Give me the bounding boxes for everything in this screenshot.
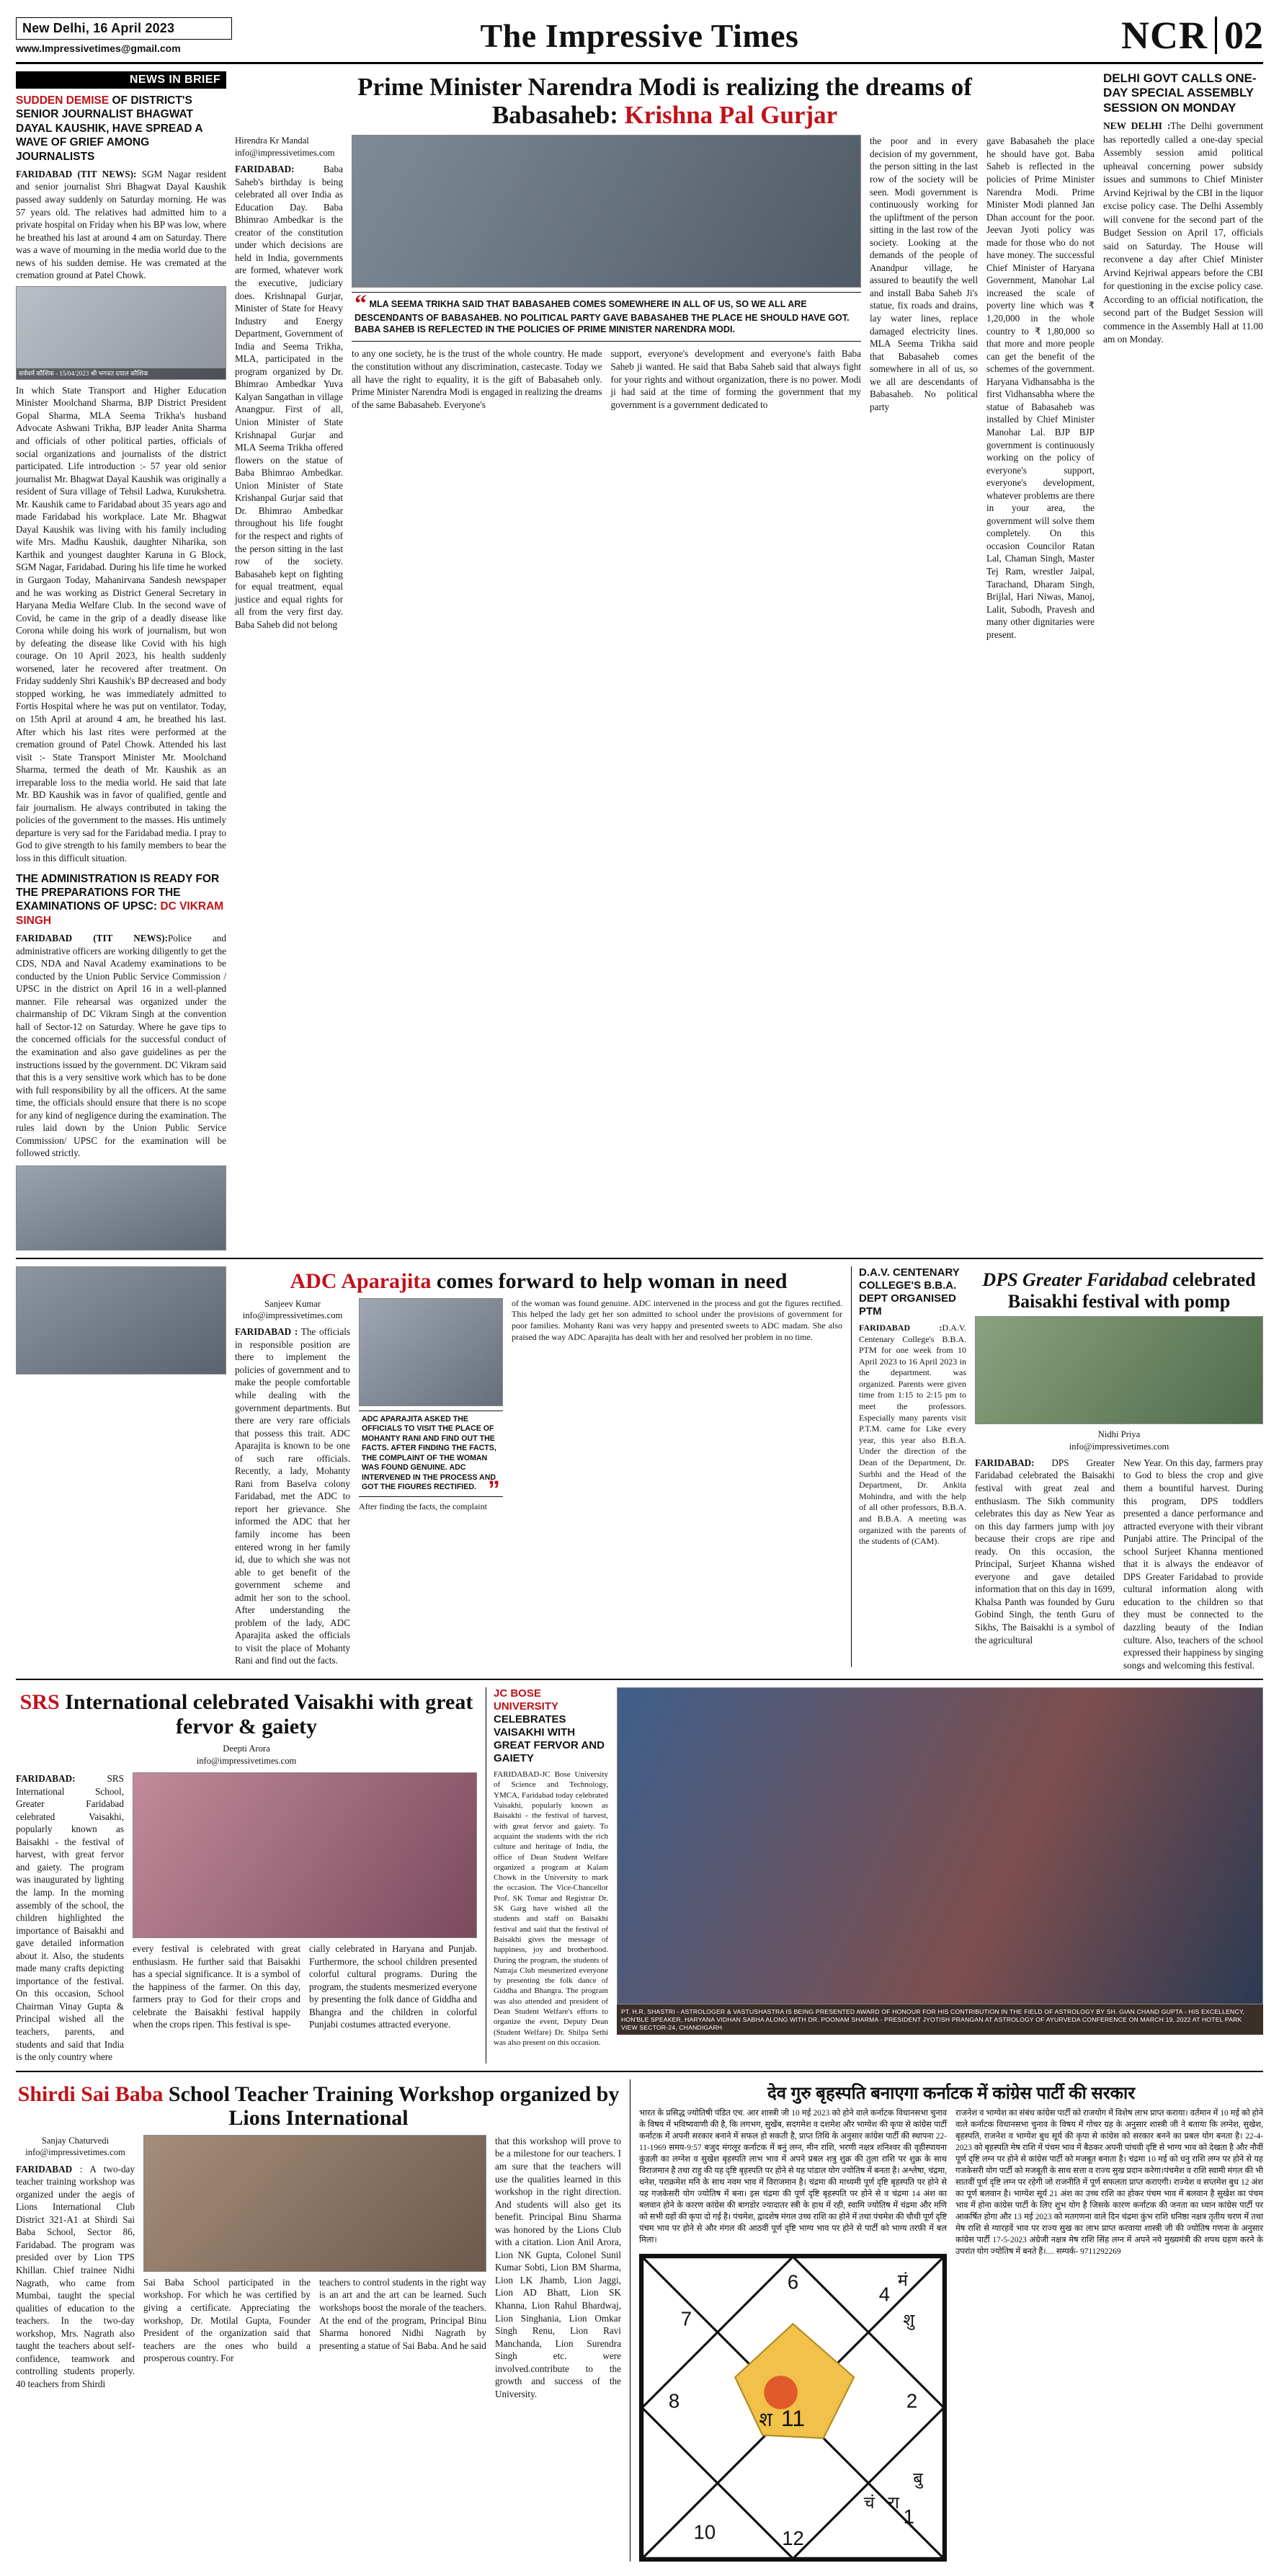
lead-col1: Baba Saheb's birthday is being celebrated all over India as Education Day. Baba Bhimrao Ambedkar is the creator of the constitution under which decisions are held in India, governments are formed, whatever work the executive, judiciary does. Krishnapal Gurjar, Minister of State for Heavy Industry and Energy Department, Government of India and Seema Trikha, MLA, participated in the program organized by Dr. Bhimrao Ambedkar Yuva Kalyan Sangathan in village Anangpur. First of all, Union Minister of State Krishnapal Gurjar and MLA Seema Trikha offered flowers on the statue of Baba Bhimrao Ambedkar. Union Minister of State Krishanpal Gurjar said that Dr. Bhimrao Ambedkar throughout his life fought for the respect and rights of the person sitting in the last row of the society. Babasaheb kept on fighting for equal treatment, equal justice and equal rights for all from the very first day. Baba Saheb did not belong xyxy=(235,164,343,630)
srs-headline xyxy=(16,1690,477,1738)
svg-text:8: 8 xyxy=(668,2389,680,2412)
svg-text:2: 2 xyxy=(906,2389,918,2412)
adc-col1: The officials in responsible position are there to implement the policies of government and to make the people comfortable while dealing with the government departments. But there are very rare officials that possess this trait. ADC Aparajita is known to be one of such rare officials. Recently, a lady, Mohanty Rani from Baselva colony Faridabad, met the ADC to report her grievance. She informed the ADC that her family income has been entered wrong in her family id, due to which she was not able to get benefit of the government scheme and admit her son to the school. After understanding the problem of the lady, ADC Aparajita asked the officials to visit the place of Mohanty Rani and find out the facts. xyxy=(235,1326,350,1666)
adc-boxquote-text: ADC APARAJITA ASKED THE OFFICIALS TO VISIT THE PLACE OF MOHANTY RANI AND FIND OUT THE FACTS. AFTER FINDING THE FACTS, THE COMPLAINT OF THE WOMAN WAS FOUND GENUINE. ADC INTERVENED IN THE PROCESS AND GOT THE FIGURES RECTIFIED. xyxy=(362,1414,496,1492)
lead-col3: support, everyone's development and everyone's faith Baba Saheb ji wanted. He said that Baba Saheb said that always fight for your rights and without organization, there is no power. Modi ji had said at the time of forming the government that my government is a government dedicated to xyxy=(610,348,861,410)
edition-label: NCR xyxy=(1121,14,1208,57)
dps-col2: New Year. On this day, farmers pray to God to bless the crop and give them a bountiful harvest. During this program, DPS toddlers presented a dance performance and attracted everyone with their vibrant Punjabi attire. The Principal of the school Surjeet Khanna mentioned that it is always the endeavor of DPS Greater Faridabad to provide cultural information along with education to the children so that they must be connected to the dazzling beauty of the Indian culture. Also, teachers of the school expressed their happiness by singing songs and welcoming this festival. xyxy=(1123,1457,1263,1671)
photo-srs-dance xyxy=(133,1772,477,1938)
svg-text:1: 1 xyxy=(903,2505,914,2528)
dps-byline-email: info@impressivetimes.com xyxy=(1069,1441,1169,1452)
adc-byline-email: info@impressivetimes.com xyxy=(242,1310,343,1320)
news-in-brief-column xyxy=(16,71,226,1251)
svg-text:12: 12 xyxy=(782,2526,804,2549)
paper-title: The Impressive Times xyxy=(480,17,799,54)
srs-col3: cially celebrated in Haryana and Punjab. Furthermore, the school children presented colorful cultural programs. During the program, the students mesmerized everyone by presenting the folk dance of Giddha and Bhangra and the children in colorful Punjabi costumes attracted everyone. xyxy=(309,1943,477,2030)
lead-col1-wrap xyxy=(235,163,343,631)
third-section xyxy=(16,1687,1263,2063)
delhi-govt-body-wrap xyxy=(1103,120,1263,347)
lead-col4: the poor and in every decision of my government, the person sitting in the last row of the society will be seen. Modi government is continuously working for the upliftment of the person sitting in the last row of the society. Looking at the demands of the people of Anandpur village, he assured to beautify the well and install Baba Saheb Ji's statue, fix roads and drains, lay water lines, replace damaged electricity lines. MLA Seema Trikha said that Babasaheb comes somewhere in all of us, so we all are descendants of Babasaheb. No political party xyxy=(870,136,978,412)
dps-byline-name: Nidhi Priya xyxy=(1097,1429,1141,1440)
photo-upsc-meeting xyxy=(16,1165,226,1251)
srs-byline-email: info@impressivetimes.com xyxy=(196,1755,297,1766)
adc-headline-rest: comes forward to help woman in need xyxy=(431,1269,788,1293)
shirdi-headline-red: Shirdi Sai Baba xyxy=(17,2082,164,2106)
svg-text:4: 4 xyxy=(878,2283,891,2306)
dps-headline-rest: celebrated Baisakhi festival with pomp xyxy=(1007,1269,1256,1312)
srs-story-column xyxy=(16,1687,477,2063)
jc-bose-body: FARIDABAD-JC Bose University of Science and Technology, YMCA, Faridabad today celebrated Vaisakhi, popularly known as Baisakhi - the festival of harvest, with great fervor and gaiety. To acquaint the students with the rich culture and heritage of India, the office of Dean Student Welfare organized a program at Kalam Chowk in the University to mark the occasion. The Vice-Chancellor Prof. SK Tomar and Registrar Dr. SK Garg have wished all the students and staff on Baisakhi festival and said that the festival of Baisakhi gives the message of happiness, joy and brotherhood. During the program, the students of Natraja Club mesmerized everyone by presenting the folk dance of Giddha and Bhangra. The program was also attended and president of Dean Student Welfare's efforts to organize the event, Deputy Dean (Student Welfare) Dr. Shilpa Sethi was also present on this occasion. xyxy=(494,1770,608,2047)
adc-headline xyxy=(235,1269,842,1294)
svg-text:चं: चं xyxy=(863,2494,875,2513)
hindi-astro-column xyxy=(630,2079,1263,2562)
dav-body: D.A.V. Centenary College's B.B.A. PTM for one week from 10 April 2023 to 16 April 2023 in the department. was organized. Parents were given time from 1:15 to 2:15 pm to meet the professors. Especially many parents visit P.T.M. came for Like every year, this year also B.B.A. Under the direction of the Dean of the Department, Dr. Surbhi and the Head of the Department, Dr. Ankita Mohindra, and with the help of all other professors, B.B.A. and B.B.A. A meeting was organized with the parents of the students of (CAM). xyxy=(859,1322,966,1547)
nib-para-3-wrap xyxy=(16,932,226,1160)
nib-headline-2-text: THE ADMINISTRATION IS READY FOR THE PREPARATIONS FOR THE EXAMINATIONS OF UPSC: xyxy=(16,872,220,913)
srs-headline-rest: International celebrated Vaisakhi with great fervor & gaiety xyxy=(59,1690,473,1738)
nib-para-2: In which State Transport and Higher Education Minister Moolchand Sharma, BJP District President Gopal Sharma, MLA Seema Trikha's husband Advocate Ashwani Trikha, BJP leader Anita Sharma and officials of other political parties, officials of social organizations and journalists of the district participated. Life introduction :- 57 year old senior journalist Mr. Bhagwat Dayal Kaushik was originally a resident of Sura village of Tehsil Ladwa, Kurukshetra. Mr. Kaushik came to Faridabad about 35 years ago and made Faridabad his workplace. Late Mr. Bhagwat Dayal Kaushik was living with his family including wife Mrs. Madhu Kaushik, daughter Niharika, son Karthik and youngest daughter Karuna in G Block, SGM Nagar, Faridabad. During his life time he worked in Gurgaon Today, Mahanirvana Sandesh newspaper and he was working as District General Secretary in Haryana Media Welfare Club. In the second wave of Covid, he came in the grip of a deadly disease like Corona while doing his work of journalism, but won by defeating the disease like Covid with his high courage. On 10 April 2023, his health suddenly worsened, later he recovered after treatment. On Friday suddenly Shri Kaushik's BP decreased and body stopped working, he was immediately admitted to Fortis Hospital where he was put on ventilator. Today, on 15th April at around 4 am, he breathed his last. After which his last rites were performed at the cremation ground of Patel Chowk. Attended his last visit :- State Transport Minister Mr. Moolchand Sharma, termed the death of Mr. Kaushik as an irreparable loss to the media world. He said that late Mr. BD Kaushik was in favor of qualified, gentle and fair journalism. He always contributed in taking the policies of the government to the masses. His untimely departure is very sad for the Faridabad media. I pray to God to give strength to his family members to bear the loss in this difficult situation. xyxy=(16,384,226,864)
lead-headline-line2-red: Krishna Pal Gurjar xyxy=(624,101,838,130)
nib-dateline-2: FARIDABAD (TIT NEWS): xyxy=(16,933,168,944)
shirdi-col4: that this workshop will prove to be a milestone for our teachers. I am sure that the teachers will use the qualities learned in this workshop in the right direction. And students will also get its benefit. Principal Binu Sharma was honored by the Lions Club with a citation. Lion Anil Arora, Lion NK Gupta, Colonel Sunil Kumar Sobti, Lion BM Sharma, Lion LK Jhamb, Lion Jaggi, Lion AD Bhatt, Lion SK Khanna, Lion Rahul Bhardwaj, Lion Singhania, Lion Omkar Singh Renu, Lion Ravi Manchanda, Lion Surendra Singh etc. were involved.contribute to the growth and success of the University. xyxy=(495,2135,621,2399)
adc-story-column xyxy=(235,1266,966,1671)
lead-story-column xyxy=(235,71,1095,1251)
masthead xyxy=(16,13,1263,64)
kundli-svg xyxy=(641,2255,945,2560)
photo-dps-baisakhi xyxy=(975,1316,1263,1424)
shirdi-col1-wrap xyxy=(16,2163,135,2391)
contact-email: www.Impressivetimes@gmail.com xyxy=(16,42,181,54)
shirdi-col1: : A two-day teacher training workshop was organized under the aegis of Lions International Club District 321-A1 at Shirdi Sai Baba School, Sector 86, Faridabad. The program was presided over by Lion TPS Khillan. Chief trainee Nidhi Nagrath, who came from Mumbai, taught the special qualities of education to the teachers. In the two-day workshop, Mrs. Nagrath also taught the teachers about self-confidence, teamwork and controlling students properly. 40 teachers from Shirdi xyxy=(16,2163,135,2389)
svg-text:शु: शु xyxy=(903,2311,915,2330)
adc-boxquote xyxy=(359,1411,503,1504)
page-number: 02 xyxy=(1224,14,1263,57)
delhi-govt-headline: DELHI GOVT CALLS ONE-DAY SPECIAL ASSEMBLY SESSION ON MONDAY xyxy=(1103,71,1257,115)
adc-col2: After finding the facts, the complaint xyxy=(359,1501,487,1511)
news-in-brief-bar: NEWS IN BRIEF xyxy=(16,71,226,89)
quote-close-icon: ” xyxy=(488,1476,500,1504)
delhi-govt-body: The Delhi government has reportedly called a one-day special Assembly session amid political upheaval concerning power subsidy issues and summons to Chief Minister Arvind Kejriwal by the CBI in the liquor excise policy case. The Delhi Assembly will convene for the second part of the Budget Session on April 17, officials said on Saturday. The House will reconvene a day after Chief Minister Arvind Kejriwal appears before the CBI for questioning in the excise policy case. According to an official notification, the second part of the Budget Session will commence in the Assembly Hall at 11.00 am on Monday. xyxy=(1103,120,1263,345)
jc-bose-headline-rest: CELEBRATES VAISAKHI WITH GREAT FERVOR AND GAIETY xyxy=(494,1713,605,1765)
delhi-govt-dateline: NEW DELHI : xyxy=(1103,120,1171,132)
shirdi-headline xyxy=(16,2082,621,2131)
dps-col1-wrap xyxy=(975,1457,1115,1671)
srs-col1-wrap xyxy=(16,1772,124,2064)
srs-byline-name: Deepti Arora xyxy=(223,1744,270,1754)
second-section xyxy=(16,1266,1263,1671)
svg-text:रा: रा xyxy=(888,2494,899,2513)
nib-para-1-wrap xyxy=(16,168,226,282)
svg-text:मं: मं xyxy=(897,2271,908,2291)
nib-headline-2-red: DC VIKRAM SINGH xyxy=(16,900,224,927)
section-divider-3 xyxy=(16,2071,1263,2072)
delhi-govt-column xyxy=(1103,71,1263,1251)
adc-dateline: FARIDABAD : xyxy=(235,1326,298,1338)
jc-bose-headline xyxy=(494,1687,608,1765)
svg-text:श: श xyxy=(759,2408,772,2430)
shirdi-byline-name: Sanjay Chaturvedi xyxy=(41,2135,110,2146)
svg-text:11: 11 xyxy=(781,2404,805,2431)
adc-left-spacer xyxy=(16,1266,226,1671)
masthead-center xyxy=(232,13,1047,58)
award-photo-caption: PT. H.R. SHASTRI - ASTROLOGER & VASTUSHASTRA IS BEING PRESENTED AWARD OF HONOUR FOR HIS CONTRIBUTION IN THE FIELD OF ASTROLOGY BY SH. GIAN CHAND GUPTA - HIS EXCELLENCY, HON'BLE SPEAKER, HARYANA VIDHAN SABHA ALONG WITH DR. POONAM SHARMA - PRESIDENT JYOTISH PRANGAN AT ASTROLOGY OF AYURVEDA CONFERENCE ON MARCH 19, 2022 AT HOTEL PARK VIEW SECTOR-24, CHANDIGARH xyxy=(617,2004,1263,2035)
photo-shirdi-workshop xyxy=(143,2135,486,2272)
lead-byline-name: Hirendra Kr Mandal xyxy=(235,136,309,146)
lead-col5: gave Babasaheb the place he should have got. Baba Saheb is reflected in the policies of Prime Minister Narendra Modi. Prime Minister Modi planned Jan Dhan account for the poor. Jeevan Jyoti policy was made for those who do not have money. The successful Chief Minister of Haryana Government, Manohar Lal increased the scale of poverty line which was ₹ 1,20,000 in the whole country to ₹ 1,80,000 so that more and more people can get the benefit of the schemes of the government. Haryana Vidhansabha is the first Vidhansabha where the statue of Babasaheb was installed by Chief Minister Manohar Lal. BJP BJP government is continuously working on the policy of everyone's support, everyone's development, whatever problems are there in your area, the government will solve them completely. On this occasion Councilor Ratan Lal, Chaman Singh, Master Tej Ram, wrestler Jaipal, Tarachand, Dharam Singh, Brijlal, Hari Niwas, Manoj, Lalit, Subodh, Pravesh and many other dignitaries were present. xyxy=(986,136,1095,640)
shirdi-col2: Sai Baba School participated in the workshop. For which he was certified by giving a certificate. Appreciating the workshop, Dr. Motilal Gupta, Founder President of the organization said that teachers are the ones who build a prosperous country. For xyxy=(143,2276,311,2364)
nib-headline-2 xyxy=(16,872,226,928)
shirdi-byline-email: info@impressivetimes.com xyxy=(25,2147,125,2158)
nib-headline-1-rest: OF DISTRICT'S SENIOR JOURNALIST BHAGWAT DAYAL KAUSHIK, HAVE SPREAD A WAVE OF GRIEF AMONG JOURNALISTS xyxy=(16,94,202,163)
svg-text:6: 6 xyxy=(787,2270,799,2293)
nib-para-3: Police and administrative officers are working diligently to get the CDS, NDA and Naval Academy examinations to be conducted by the Union Public Service Commission / UPSC in the district on April 16 in a well-planned manner. File rehearsal was organized under the chairmanship of DC Vikram Singh at the convention hall of Sector-12 on Saturday. Where he gave tips to the concerned officials for the successful conduct of the examination and also gave guidelines as per the instructions issued by the government. DC Vikram said that this is a very sensitive work which has to be done with full responsibility by all the officers. At the same time, the officials should ensure that there is no scope for any kind of negligence during the examination. The rules laid down by the Union Public Service Commission/ UPSC for the examination will be followed strictly. xyxy=(16,933,226,1159)
srs-col1: SRS International School, Greater Faridabad celebrated Vaisakhi, popularly known as Baisakhi - the festival of harvest, with great fervor and gaiety. The program was inaugurated by lighting the lamp. In the morning assembly of the school, the children highlighted the importance of Baisakhi and gave detailed information about it. Also, the students made many crafts depicting importance of the festival. On this occasion, School Chairman Vinay Gupta & Principal wished all the teachers, parents, and students and said that India is the only country where xyxy=(16,1773,124,2063)
photo-lead-event xyxy=(352,135,861,288)
section-divider-1 xyxy=(16,1258,1263,1259)
quote-open-icon: “ xyxy=(355,290,367,318)
lead-pullquote-text: MLA SEEMA TRIKHA SAID THAT BABASAHEB COMES SOMEWHERE IN ALL OF US, SO WE ALL ARE DESCENDANTS OF BABASAHEB. NO POLITICAL PARTY GAVE BABASAHEB THE PLACE HE SHOULD HAVE GOT. BABA SAHEB IS REFLECTED IN THE POLICIES OF PRIME MINISTER NARENDRA MODI. xyxy=(355,299,850,335)
svg-text:7: 7 xyxy=(680,2307,692,2330)
kundli-chart xyxy=(639,2254,947,2562)
dps-col1: DPS Greater Faridabad celebrated the Baisakhi festival with great zeal and enthusiasm. The Sikh community celebrates this day as New Year as on this day farmers jump with joy because their crops are ripe and ready. On this occasion, the Principal, Surjeet Khanna wished everyone and gave detailed information that on this day in 1699, Khalsa Panth was founded by Guru Gobind Singh, the tenth Guru of Sikhs, The Baisakhi is a symbol of the agricultural xyxy=(975,1457,1115,1645)
nib-headline-1-red: SUDDEN DEMISE xyxy=(16,94,110,107)
dps-dateline: FARIDABAD: xyxy=(975,1457,1035,1468)
lead-byline-email: info@impressivetimes.com xyxy=(235,147,335,158)
masthead-left xyxy=(16,13,232,58)
shirdi-dateline: FARIDABAD xyxy=(16,2163,73,2175)
svg-text:बु: बु xyxy=(913,2469,923,2489)
nib-dateline-1: FARIDABAD (TIT NEWS): xyxy=(16,168,137,179)
shirdi-col3: teachers to control students in the right way is an art and the art can be learned. Such workshops boost the morale of the teachers. At the end of the program, Principal Binu Sharma honored Nidhi Nagrath by presenting a statue of Sai Baba. And he said xyxy=(319,2276,486,2351)
srs-dateline: FARIDABAD: xyxy=(16,1773,76,1785)
adc-headline-red: ADC Aparajita xyxy=(290,1269,432,1293)
srs-col2: every festival is celebrated with great enthusiasm. He further said that Baisakhi has a special significance. It is a symbol of the happiness of the farmer. On this day, farmers pray to God for their crops and celebrate the Baisakhi festival happily when the crops ripen. This festival is spe- xyxy=(133,1943,300,2030)
shirdi-headline-rest: School Teacher Training Workshop organized by Lions International xyxy=(163,2082,620,2131)
dav-dateline: FARIDABAD : xyxy=(859,1322,942,1333)
masthead-right xyxy=(1047,13,1263,58)
hindi-headline: देव गुरु बृहस्पति बनाएगा कर्नाटक में कांग्रेस पार्टी की सरकार xyxy=(767,2083,1136,2103)
dav-headline: D.A.V. CENTENARY COLLEGE'S B.B.A. DEPT ORGANISED PTM xyxy=(859,1266,960,1318)
lead-dateline: FARIDABAD: xyxy=(235,164,295,175)
nib-headline-1 xyxy=(16,94,226,164)
masthead-divider xyxy=(1215,17,1217,54)
lead-col2: to any one society, he is the trust of the whole country. He made the constitution without any discrimination, castecaste. Today we all have the right to equality, it is the gift of Babasaheb only. Prime Minister Narendra Modi is engaged in realizing the dreams of the same Babasaheb. Everyone's xyxy=(352,348,602,410)
lead-headline-line1: Prime Minister Narendra Modi is realizing the dreams of xyxy=(357,73,972,101)
svg-text:10: 10 xyxy=(693,2521,716,2544)
photo-award-ceremony xyxy=(617,1687,1263,2004)
hindi-col1: भारत के प्रसिद्ध ज्योतिषी पंडित एच. आर शास्त्री जी 10 मई 2023 को होने वाले कर्नाटक विधानसभा चुनाव के विषय में भविष्यवाणी की है, कि लगभग, सुखेंब, सदगमेश व दशमेश और भाग्येश की कृपा से कांग्रेस पार्टी कर्नाटक में अपनी सरकार बनाने में सफल हो सकती है, प्राप्त तिथि के अनुसार कांग्रेस पार्टी की स्थापना 22-11-1969 समय-9:57 बजुद मंगलूर कर्नाटक में बनुं लग्न, मीन राशि, भरणी नक्षत्र शनिश्वर की वृहीस्पायना कुंडली का लग्नेश व सुखेश बृहस्पति लाभ भाव में अपने प्रबल शत्रु शुक्र की तुला राशि पर शुक्र के साथ विराजमान है तथा राहु की यह दृष्टि बृहस्पति पर होने से यह पांडाल योग ज्योतिष में बनता है। अश्लेषा, चंद्रमा, धनेश, पराक्रमेश मनि के साथ नवम भाव में विराजमान है। चंद्रमा की माध्यमी पूर्ण दृष्टि बृहस्पति पर होने से यह गजकेसरी योग ज्योतिष में बना। इस चंद्रमा की पूर्ण दृष्टि बृहस्पति पर होने से व चंद्रमा 14 अंश का बलवान होने के कारण कांग्रेस की बागडोर ज्यादातर स्त्री के हाथ में रही, स्वामि ज्योतिष में चंद्रमा और मणि को सभी ग्रहों की कृपा दो गई है। पंचमेश, द्वादशेष मंगल उच्च राशि का होने में तथा पंचमेश की चौथी पूर्ण दृष्टि पंचम भाव पर होने से और मंगल की आठवीं पूर्ण दृष्टि भाग्य भाव पर होने से पार्टी को भाग्य तरफ़ी में बल मिला। xyxy=(639,2109,947,2245)
dav-story-column xyxy=(851,1266,966,1667)
lead-headline-line2-black: Babasaheb: xyxy=(491,101,625,130)
fourth-section xyxy=(16,2079,1263,2562)
nib-para-1: SGM Nagar resident and senior journalist Shri Bhagwat Dayal Kaushik passed away suddenly on Saturday morning. He was 57 years old. The relatives had admitted him to a private hospital on Friday when his BP was low, where he breathed his last at around 4 am on Saturday. There was a wave of mourning in the media world due to the news of his sudden demise. He was cremated at the cremation ground at Patel Chowk. xyxy=(16,168,226,281)
dps-story-column xyxy=(975,1266,1263,1671)
award-photo-column xyxy=(617,1687,1263,2063)
section-divider-2 xyxy=(16,1679,1263,1680)
jc-bose-column xyxy=(486,1687,608,2063)
dps-headline xyxy=(975,1269,1263,1312)
dps-headline-italic: DPS Greater Faridabad xyxy=(982,1269,1168,1290)
hindi-col2: राजनेश व भाग्येश का संबंध कांग्रेस पार्टी को राजयोग में विशेष लाभ प्राप्त कराया। वर्तमान में 10 मई को होने वाले कर्नाटक विधानसभा चुनाव के विषय में गोचर ग्रह के अनुसार शास्त्री जी ने बताया कि लग्नेश, सुखेश, बृहस्पति, राजनेश व भाग्येश बुध सूर्य की कृपा से कांग्रेस को सरकार बनने का प्रबल योग बनता है। 22-4-2023 को बृहस्पति मेष राशि में पंचम भाव में बैठकर अपनी पांचवी दृष्टि से भाग्य भाव को देखता है और नौवीं पूर्ण दृष्टि लग्न पर होने से कांग्रेस पार्टी को मजबूत बनाता है। चंद्रमा 10 मई को धनु राशि लग्न पर होने से यह गजकेसरी योग पार्टी को मजबूती के साथ सत्ता व राज्य सुख प्रदान करेगा।पंचमेश व राशि स्वामी मंगल की भी सातवीं पूर्ण दृष्टि लग्न पर रहेगी जो राजनीति में पूर्ण सफलता प्राप्त कराएगी। राज्येश व सप्तमेश बुध 12 अंश का पूर्ण बलवान है। भाग्येश सूर्य 21 अंश का उच्च राशि का होकर पंचम भाव में बलवान है सुखेश का पंचम भाव में होना कांग्रेस पार्टी के लिए शुभ योग है जिसके कारण कर्नाटक की जनता का ध्यान कांग्रेस पार्टी पर आकर्षित होगा और 13 मई 2023 को मतगणना वाले दिन चंद्रमा कुंभ राशि धनिष्ठा नक्षत्र तृतीय चरण में तथा मेष राशि से ग्यारहवें भाव पर राज्य सुख का लाभ प्राप्त करवाया शास्त्री जी की ज्योतिष गणना के अनुसार कांग्रेस पार्टी 17-5-2023 अंग्रेजी नक्षत्र मेष राशि सिंह लग्न में अपने नये मुख्यमंत्री की शपथ ग्रहण करने के उपरांत योग ज्योतिष में बनते हैं।.... सम्पर्क- 9711292269 xyxy=(955,2109,1263,2257)
top-section xyxy=(16,71,1263,1251)
srs-headline-red: SRS xyxy=(19,1690,60,1715)
photo-upsc-hall xyxy=(16,1266,226,1374)
issue-date: New Delhi, 16 April 2023 xyxy=(16,17,232,40)
photo-journalist-caption: सर्वधर्म कौशिक - 15/04/2023 श्री भगवत दयाल कौशिक xyxy=(17,368,226,378)
shirdi-story-column xyxy=(16,2079,621,2562)
lead-pullquote xyxy=(352,292,861,342)
photo-adc-office xyxy=(359,1298,503,1406)
photo-journalist xyxy=(16,286,226,380)
adc-byline-name: Sanjeev Kumar xyxy=(264,1298,321,1309)
lead-headline xyxy=(235,73,1095,129)
jc-bose-headline-red: JC BOSE UNIVERSITY xyxy=(494,1687,558,1713)
dav-body-wrap xyxy=(859,1323,966,1547)
adc-col1-wrap xyxy=(235,1325,350,1667)
adc-col3: of the woman was found genuine. ADC intervened in the process and got the figures rectified. This helped the lady get her son admitted to school under the provisions of government for poor families. Mohanty Rani was very happy and presented sweets to ADC madam. She also praised the way ADC Aparajita has dealt with her and resolved her problem in no time. xyxy=(512,1297,842,1343)
